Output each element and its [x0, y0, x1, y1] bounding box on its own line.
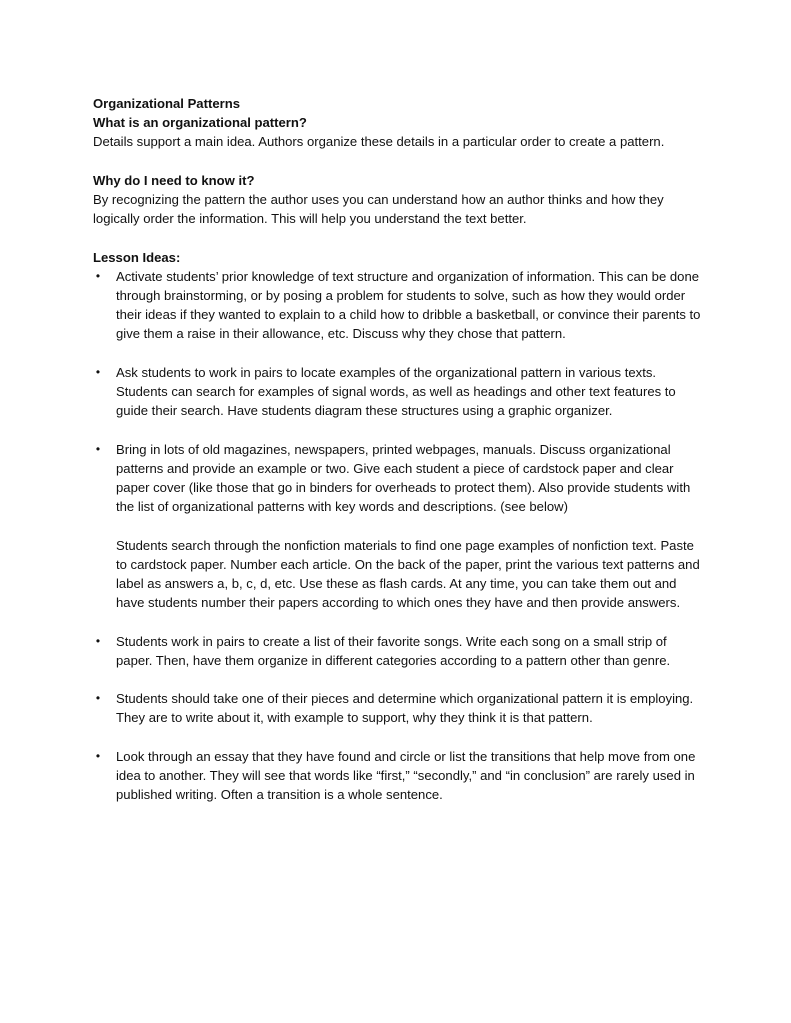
- spacer: [93, 612, 703, 631]
- list-item-text: Look through an essay that they have found and circle or list the transitions that help move from one idea to another. They will see that words like “first,” “secondly,” and “in conclusion” are rarely used in published writing. Often a transition is a whole sentence.: [116, 748, 696, 803]
- list-item-text: Activate students’ prior knowledge of text structure and organization of information. This can be done through brainstorming, or by posing a problem for students to solve, such as how they would order their ideas if they wanted to explain to a child how to dribble a basketball, or convince their parents to give them a raise in their allowance, etc. Discuss why they chose that pattern.: [116, 268, 701, 342]
- answer-paragraph-what: Details support a main idea. Authors organize these details in a particular order to create a pattern.: [93, 134, 665, 150]
- bullet-icon: •: [95, 268, 101, 283]
- spacer: [93, 344, 703, 363]
- list-item-text: Students should take one of their pieces and determine which organizational pattern it is employing. They are to write about it, with example to support, why they think it is that pattern.: [116, 691, 694, 726]
- list-item-text: Students work in pairs to create a list of their favorite songs. Write each song on a small strip of paper. Then, have them organize in different categories according to a pattern other than genre.: [116, 633, 671, 668]
- question-heading-why: Why do I need to know it?: [93, 172, 255, 188]
- document-page: [93, 94, 703, 804]
- bullet-icon: •: [95, 691, 101, 706]
- spacer: [93, 670, 703, 689]
- spacer: [93, 516, 703, 535]
- question-heading-what: What is an organizational pattern?: [93, 115, 307, 131]
- bullet-icon: •: [95, 748, 101, 763]
- list-item: [93, 440, 703, 517]
- list-item: [93, 363, 703, 421]
- lesson-ideas-list: [93, 267, 703, 805]
- list-item-text: Ask students to work in pairs to locate examples of the organizational pattern in various texts. Students can search for examples of signal words, as well as headings and other text features to guide their search. Have students diagram these structures using a graphic organizer.: [116, 364, 676, 419]
- list-item: [93, 267, 703, 344]
- answer-paragraph-why: By recognizing the pattern the author uses you can understand how an author thinks and how they logically order the information. This will help you understand the text better.: [93, 192, 664, 227]
- list-item: [93, 689, 703, 727]
- bullet-icon: •: [95, 633, 101, 648]
- bullet-icon: •: [95, 441, 101, 456]
- list-item-text: Bring in lots of old magazines, newspapers, printed webpages, manuals. Discuss organizational patterns and provide an example or two. Give each student a piece of cardstock paper and clear paper cover (like those that go in binders for overheads to protect them). Also provide students with the list of organizational patterns with key words and descriptions. (see below): [116, 441, 691, 515]
- list-item-subparagraph: Students search through the nonfiction materials to find one page examples of nonfiction text. Paste to cardstock paper. Number each article. On the back of the paper, print the various text patterns and label as answers a, b, c, d, etc. Use these as flash cards. At any time, you can take them out and have students number their papers according to which ones they have and then provide answers.: [116, 537, 700, 611]
- spacer: [93, 228, 703, 247]
- spacer: [93, 420, 703, 439]
- lesson-ideas-heading: Lesson Ideas:: [93, 249, 181, 265]
- bullet-icon: •: [95, 364, 101, 379]
- document-title: Organizational Patterns: [93, 96, 240, 111]
- list-item: [93, 632, 703, 670]
- spacer: [93, 728, 703, 747]
- list-item: [93, 747, 703, 805]
- spacer: [93, 152, 703, 171]
